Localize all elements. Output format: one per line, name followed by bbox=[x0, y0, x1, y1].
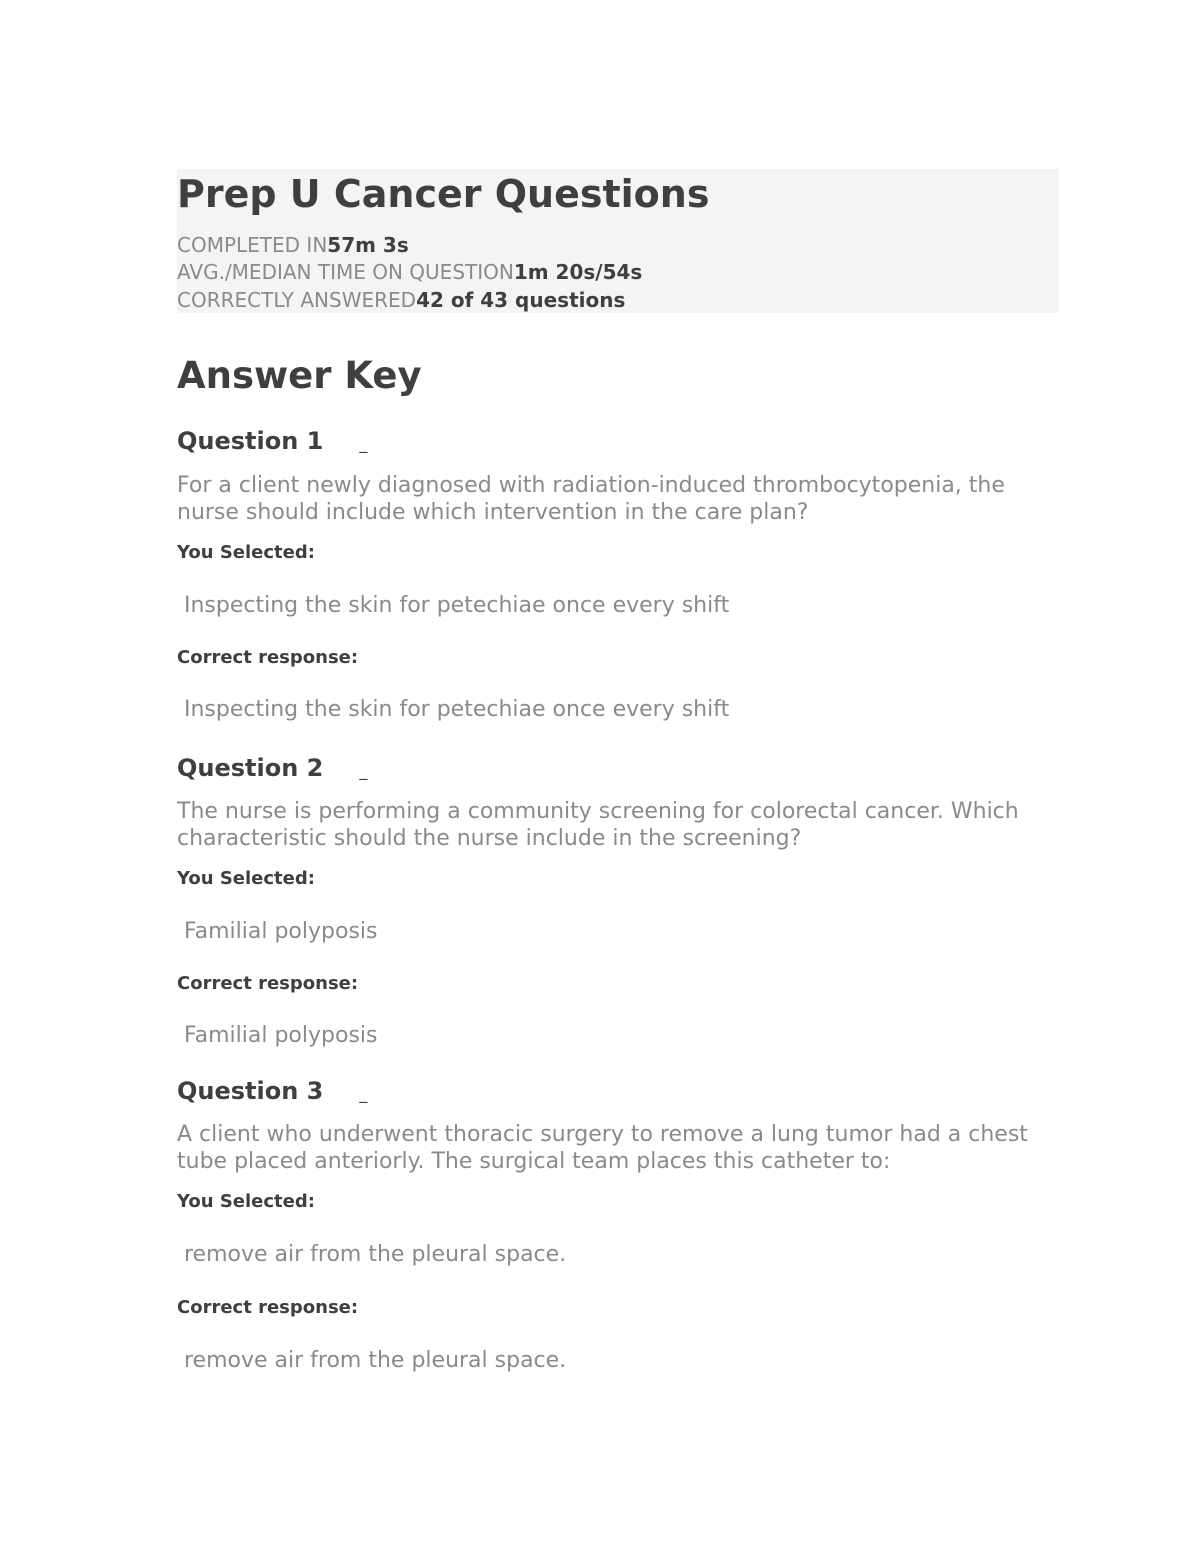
question-text: For a client newly diagnosed with radiation-induced thrombocytopenia, the nurse should include which intervention in the care plan? bbox=[177, 473, 1005, 525]
selected-answer: remove air from the pleural space. bbox=[184, 1242, 567, 1267]
correct-answer: remove air from the pleural space. bbox=[184, 1348, 567, 1373]
question-mark: _ bbox=[359, 761, 368, 780]
question-number: Question 3 bbox=[177, 1077, 324, 1105]
stat-value: 1m 20s/54s bbox=[513, 260, 643, 284]
you-selected-label: You Selected: bbox=[177, 868, 315, 889]
stat-value: 42 of 43 questions bbox=[416, 288, 626, 312]
correct-answer: Inspecting the skin for petechiae once every shift bbox=[184, 697, 730, 722]
answer-key-heading: Answer Key bbox=[177, 354, 422, 397]
document-page bbox=[177, 169, 1059, 1373]
selected-answer: Inspecting the skin for petechiae once every shift bbox=[184, 593, 730, 618]
question-text: The nurse is performing a community screening for colorectal cancer. Which characteristic should the nurse include in the screening? bbox=[177, 799, 1019, 851]
stat-label: CORRECTLY ANSWERED bbox=[177, 288, 417, 312]
question-heading bbox=[177, 753, 367, 786]
question-mark: _ bbox=[359, 1084, 368, 1103]
question-heading bbox=[177, 426, 367, 459]
stat-label: COMPLETED IN bbox=[177, 233, 328, 257]
question-heading bbox=[177, 1076, 367, 1109]
stat-correctly-answered bbox=[177, 287, 625, 313]
stat-avg-median-time bbox=[177, 259, 642, 285]
question-number: Question 1 bbox=[177, 427, 324, 455]
document-title: Prep U Cancer Questions bbox=[177, 172, 710, 216]
selected-answer: Familial polyposis bbox=[184, 919, 378, 944]
you-selected-label: You Selected: bbox=[177, 1191, 315, 1212]
question-text: A client who underwent thoracic surgery to remove a lung tumor had a chest tube placed anteriorly. The surgical team places this catheter to: bbox=[177, 1122, 1028, 1174]
stat-value: 57m 3s bbox=[327, 233, 409, 257]
stat-completed-in bbox=[177, 232, 409, 258]
correct-answer: Familial polyposis bbox=[184, 1023, 378, 1048]
summary-header bbox=[177, 169, 1059, 313]
correct-response-label: Correct response: bbox=[177, 973, 359, 994]
question-mark: _ bbox=[359, 434, 368, 453]
you-selected-label: You Selected: bbox=[177, 542, 315, 563]
question-number: Question 2 bbox=[177, 754, 324, 782]
stat-label: AVG./MEDIAN TIME ON QUESTION bbox=[177, 260, 514, 284]
correct-response-label: Correct response: bbox=[177, 1297, 359, 1318]
correct-response-label: Correct response: bbox=[177, 647, 359, 668]
